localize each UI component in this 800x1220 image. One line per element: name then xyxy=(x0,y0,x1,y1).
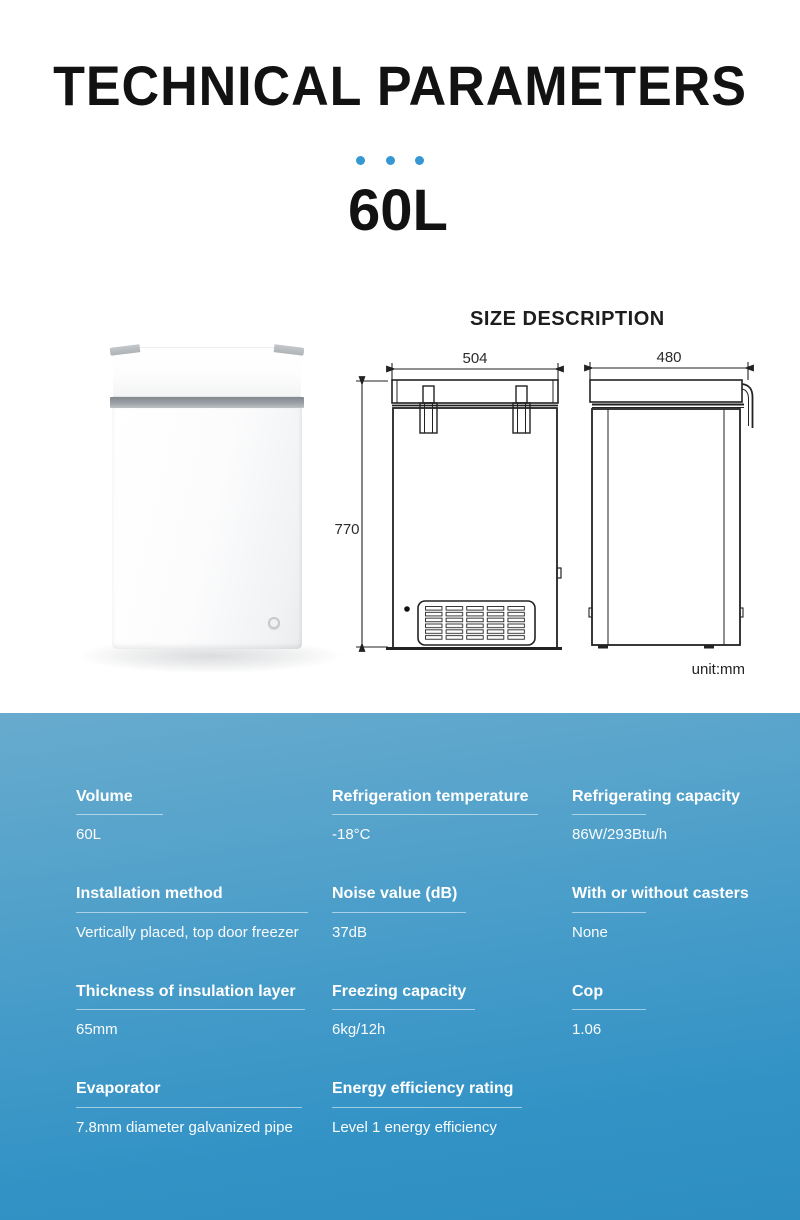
lid-corner-trim xyxy=(274,344,305,356)
spec-grid xyxy=(76,788,800,1178)
spec-insulation-thickness xyxy=(76,983,332,1039)
spec-divider xyxy=(332,1009,475,1010)
front-view-drawing xyxy=(330,340,570,670)
spec-freezing-capacity xyxy=(332,983,572,1039)
spec-label: Noise value (dB) xyxy=(332,885,458,903)
spec-value: 37dB xyxy=(332,923,368,941)
spec-label: Installation method xyxy=(76,885,223,903)
spec-label: Freezing capacity xyxy=(332,982,467,1000)
freezer-lock-knob xyxy=(268,617,280,629)
spec-value: 6kg/12h xyxy=(332,1021,386,1039)
spec-energy-efficiency xyxy=(332,1080,572,1136)
lid-corner-trim xyxy=(110,344,141,356)
foot-mark xyxy=(704,645,714,649)
front-height-dimension: 770 xyxy=(334,521,360,538)
spec-refrigeration-temperature xyxy=(332,788,572,844)
freezer-lid xyxy=(113,347,301,397)
side-depth-dimension: 480 xyxy=(656,349,682,366)
accent-dot-icon xyxy=(386,156,395,165)
accent-dots xyxy=(0,152,780,170)
spec-value: None xyxy=(572,923,608,941)
spec-divider xyxy=(76,814,163,815)
page-title: TECHNICAL PARAMETERS xyxy=(53,54,747,117)
spec-label: Evaporator xyxy=(76,1080,161,1098)
drain-dot xyxy=(404,606,410,612)
spec-value: -18°C xyxy=(332,826,371,844)
freezer-body xyxy=(112,408,302,649)
front-width-dimension: 504 xyxy=(462,350,488,367)
side-view-outline xyxy=(589,380,753,645)
spec-label: Thickness of insulation layer xyxy=(76,982,296,1000)
spec-divider xyxy=(572,1009,646,1010)
spec-label: Refrigeration temperature xyxy=(332,788,529,805)
spec-panel xyxy=(0,713,800,1220)
unit-note: unit:mm xyxy=(691,661,745,678)
spec-label: Cop xyxy=(572,982,604,1000)
spec-value: 1.06 xyxy=(572,1021,602,1039)
spec-refrigerating-capacity xyxy=(572,788,800,844)
spec-divider xyxy=(76,1107,302,1108)
spec-label: Refrigerating capacity xyxy=(572,788,741,805)
spec-value: Vertically placed, top door freezer xyxy=(76,923,299,941)
freezer-product-photo xyxy=(112,347,302,649)
spec-divider xyxy=(332,912,466,913)
capacity-heading: 60L xyxy=(348,178,448,243)
spec-label: Volume xyxy=(76,788,133,805)
spec-divider xyxy=(332,1107,522,1108)
spec-value: 65mm xyxy=(76,1021,118,1039)
spec-label: With or without casters xyxy=(572,885,749,903)
spec-installation-method xyxy=(76,885,332,941)
spec-value: 7.8mm diameter galvanized pipe xyxy=(76,1118,293,1136)
spec-divider xyxy=(572,912,646,913)
size-section-title: SIZE DESCRIPTION xyxy=(470,308,665,330)
spec-cop xyxy=(572,983,800,1039)
spec-divider xyxy=(332,814,538,815)
spec-evaporator xyxy=(76,1080,332,1136)
spec-value: 60L xyxy=(76,826,102,844)
spec-label: Energy efficiency rating xyxy=(332,1080,514,1098)
spec-divider xyxy=(76,1009,305,1010)
side-view-drawing xyxy=(568,340,758,680)
spec-value: 86W/293Btu/h xyxy=(572,826,668,844)
vent-grille xyxy=(425,606,528,641)
spec-noise-value xyxy=(332,885,572,941)
foot-mark xyxy=(598,645,608,649)
spec-volume xyxy=(76,788,332,844)
spec-divider xyxy=(572,814,646,815)
accent-dot-icon xyxy=(415,156,424,165)
accent-dot-icon xyxy=(356,156,365,165)
spec-casters xyxy=(572,885,800,941)
spec-divider xyxy=(76,912,308,913)
freezer-gray-band xyxy=(110,397,304,408)
spec-value: Level 1 energy efficiency xyxy=(332,1118,497,1136)
